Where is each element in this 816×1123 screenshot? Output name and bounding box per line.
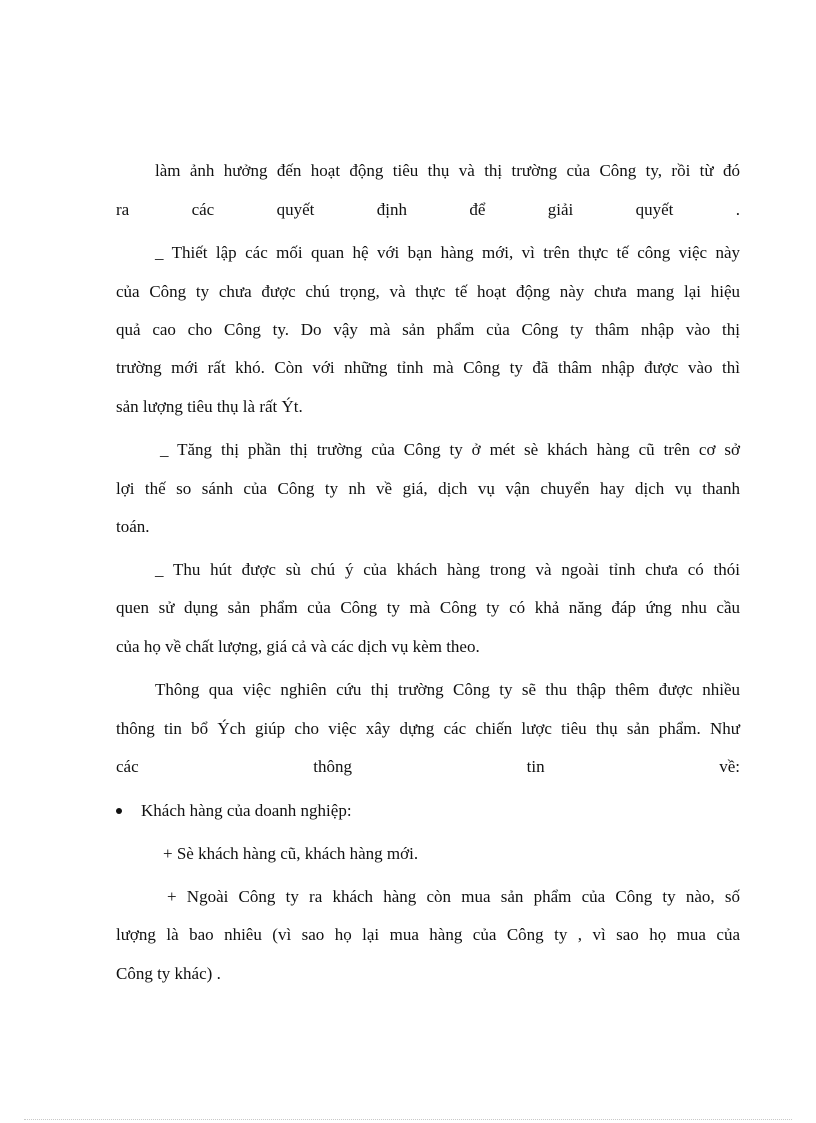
paragraph-1-line-2: [116, 199, 740, 221]
word: .: [735, 200, 740, 219]
page-footer-divider: [24, 1119, 792, 1120]
word: giải: [547, 200, 574, 219]
word: để: [469, 200, 486, 219]
word: quyết: [276, 200, 315, 219]
word: ra: [116, 200, 130, 219]
paragraph-4-line-3: của họ về chất lượng, giá cả và các dịch vụ kèm theo.: [116, 637, 480, 656]
paragraph-3-line-1: _ Tăng thị phần thị trường của Công ty ở mét sè khách hàng cũ trên cơ sở: [160, 440, 740, 459]
paragraph-2-line-4: trường mới rất khó. Còn với những tỉnh mà Công ty đã thâm nhập được vào thì: [116, 358, 740, 377]
word: tin: [526, 757, 545, 776]
word: thông: [313, 757, 352, 776]
word: về:: [719, 757, 740, 776]
paragraph-3-line-2: lợi thế so sánh của Công ty nh về giá, dịch vụ vận chuyển hay dịch vụ thanh: [116, 479, 740, 498]
paragraph-2-line-1: _ Thiết lập các mối quan hệ với bạn hàng mới, vì trên thực tế công việc này: [155, 243, 740, 262]
paragraph-3-line-3: toán.: [116, 517, 150, 536]
paragraph-5-line-3: [116, 756, 740, 778]
paragraph-2-line-3: quả cao cho Công ty. Do vậy mà sản phẩm của Công ty thâm nhập vào thị: [116, 320, 740, 339]
sub-item-1-line-1: + Sè khách hàng cũ, khách hàng mới.: [163, 844, 419, 863]
paragraph-2-line-5: sản lượng tiêu thụ là rất Ýt.: [116, 397, 303, 416]
word: định: [376, 200, 407, 219]
paragraph-5-line-1: Thông qua việc nghiên cứu thị trường Công ty sẽ thu thập thêm được nhiều: [155, 680, 740, 699]
bullet-dot-icon: [116, 808, 122, 814]
paragraph-2-line-2: của Công ty chưa được chú trọng, và thực tế hoạt động này chưa mang lại hiệu: [116, 282, 740, 301]
sub-item-2-line-1: + Ngoài Công ty ra khách hàng còn mua sản phẩm của Công ty nào, số: [167, 887, 740, 906]
word: các: [116, 757, 139, 776]
paragraph-4-line-1: _ Thu hút được sù chú ý của khách hàng trong và ngoài tỉnh chưa có thói: [155, 560, 740, 579]
bullet-item-customers: Khách hàng của doanh nghiệp:: [141, 801, 352, 820]
word: các: [191, 200, 215, 219]
paragraph-4-line-2: quen sử dụng sản phẩm của Công ty mà Công ty có khả năng đáp ứng nhu cầu: [116, 598, 740, 617]
word: quyết: [635, 200, 674, 219]
paragraph-5-line-2: thông tin bổ Ých giúp cho việc xây dựng các chiến lược tiêu thụ sản phẩm. Như: [116, 719, 740, 738]
sub-item-2-line-3: Công ty khác) .: [116, 964, 221, 983]
sub-item-2-line-2: lượng là bao nhiêu (vì sao họ lại mua hàng của Công ty , vì sao họ mua của: [116, 925, 740, 944]
paragraph-1-line-1: làm ảnh hưởng đến hoạt động tiêu thụ và thị trường của Công ty, rồi từ đó: [155, 161, 740, 180]
